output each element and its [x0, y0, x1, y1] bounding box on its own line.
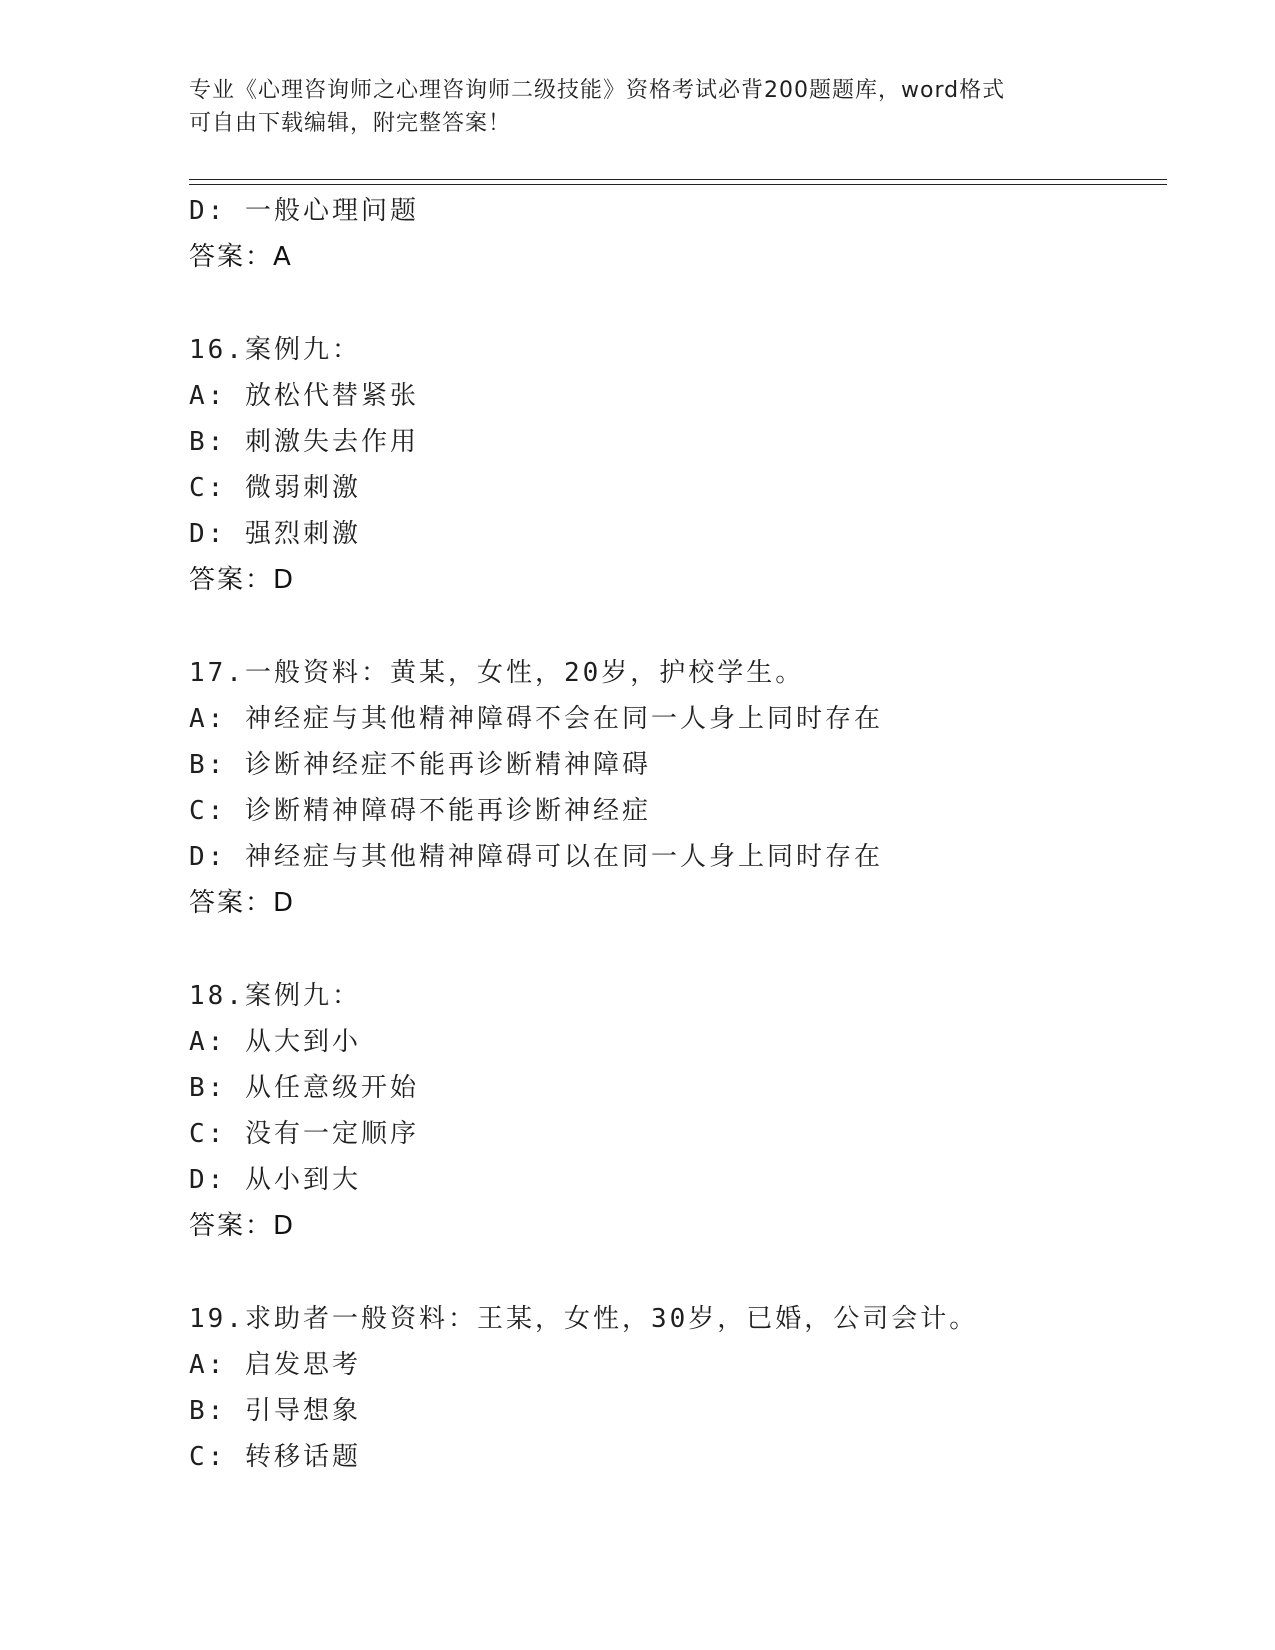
question-19	[189, 1296, 1169, 1480]
answer-label: 答案：D	[189, 888, 296, 918]
option-b: B: 引导想象	[189, 1396, 361, 1426]
option-d: D: 强烈刺激	[189, 519, 361, 549]
option-b: B: 刺激失去作用	[189, 427, 419, 457]
option-a: A: 放松代替紧张	[189, 381, 419, 411]
header-title-line-1: 专业《心理咨询师之心理咨询师二级技能》资格考试必背200题题库，word格式	[189, 78, 1006, 103]
option-d: D: 神经症与其他精神障碍可以在同一人身上同时存在	[189, 842, 883, 872]
option-d: D: 一般心理问题	[189, 196, 419, 226]
option-a: A: 启发思考	[189, 1350, 361, 1380]
answer-label: 答案：D	[189, 1211, 296, 1241]
option-a: A: 从大到小	[189, 1027, 361, 1057]
option-a: A: 神经症与其他精神障碍不会在同一人身上同时存在	[189, 704, 883, 734]
option-b: B: 从任意级开始	[189, 1073, 419, 1103]
document-header	[189, 74, 1089, 140]
answer-label: 答案：D	[189, 565, 296, 595]
option-c: C: 微弱刺激	[189, 473, 361, 503]
question-16	[189, 327, 1169, 603]
option-c: C: 诊断精神障碍不能再诊断神经症	[189, 796, 651, 826]
option-c: C: 没有一定顺序	[189, 1119, 419, 1149]
question-15-tail	[189, 188, 1169, 280]
header-title-line-2: 可自由下载编辑，附完整答案！	[189, 111, 512, 136]
header-rule-bottom	[189, 184, 1167, 185]
answer-label: 答案：A	[189, 242, 293, 272]
question-list	[189, 188, 1169, 1480]
option-c: C: 转移话题	[189, 1442, 361, 1472]
option-d: D: 从小到大	[189, 1165, 361, 1195]
question-stem: 19.求助者一般资料：王某，女性，30岁，已婚，公司会计。	[189, 1304, 979, 1334]
header-rule-top	[189, 179, 1167, 180]
question-stem: 17.一般资料：黄某，女性，20岁，护校学生。	[189, 658, 805, 688]
question-18	[189, 973, 1169, 1249]
question-stem: 18.案例九：	[189, 981, 361, 1011]
question-stem: 16.案例九：	[189, 335, 361, 365]
question-17	[189, 650, 1169, 926]
option-b: B: 诊断神经症不能再诊断精神障碍	[189, 750, 651, 780]
